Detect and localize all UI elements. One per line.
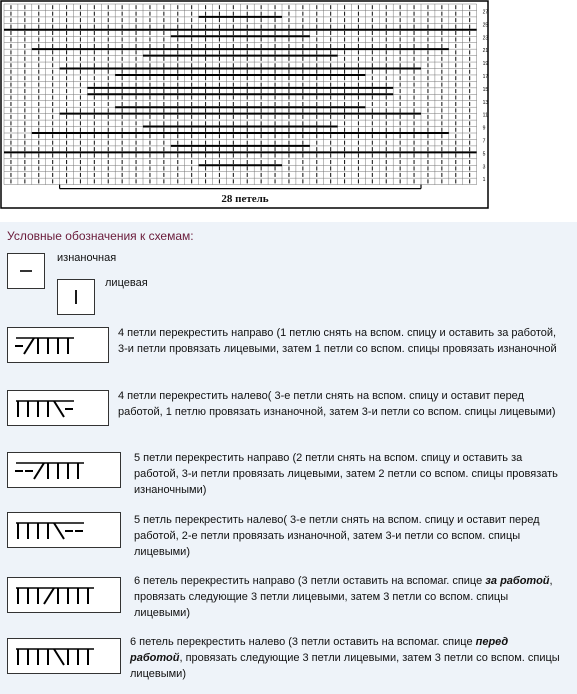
row-number: 1: [482, 177, 486, 184]
chart-grid: [0, 0, 490, 210]
legend-knit-label: лицевая: [105, 277, 148, 289]
legend-cable-6-left: 6 петель перекрестить налево (3 петли оставить на вспомаг. спице перед работой, провязать следующие 3 петли лицевыми, затем 3 петли со вспом. спицы лицевыми): [130, 636, 560, 680]
row-number: 13: [482, 99, 489, 106]
legend-cable-6-right: 6 петель перекрестить направо (3 петли оставить на вспомаг. спице за работой, провязать следующие 3 петли лицевыми, затем 3 петли со вспом. спицы лицевыми): [134, 575, 553, 619]
cable-6-right-symbol: [7, 577, 121, 613]
row-number: 15: [482, 86, 489, 93]
knitting-chart: [0, 0, 490, 210]
row-number: 5: [482, 151, 486, 158]
row-number: 23: [482, 35, 489, 42]
legend-title: Условные обозначения к схемам:: [7, 229, 194, 243]
row-number: 25: [482, 22, 489, 29]
legend-cable-4-left: 4 петли перекрестить налево( 3-е петли снять на вспом. спицу и оставит перед работой, 1 петлю провязать изнаночной, затем 3-и петли со вспом. спицы лицевыми): [118, 390, 556, 418]
row-number: 19: [482, 61, 489, 68]
row-number: 3: [482, 164, 486, 171]
legend-cable-5-left: 5 петль перекрестить налево( 3-е петли снять на вспом. спицу и оставит перед работой, 2-е петли провязать изнаночной, затем 3-и петли со вспом. спицы лицевыми): [134, 514, 540, 558]
row-number: 9: [482, 125, 486, 132]
legend-cable-5-right: 5 петли перекрестить направо (2 петли снять на вспом. спицу и оставить за работой, 3-и петли провязать лицевыми, затем 2 петли со вспом. спицы провязать изнаночными): [134, 452, 558, 496]
row-number: 27: [482, 9, 489, 16]
cable-4-right-symbol: [7, 327, 109, 363]
legend-panel: [0, 222, 577, 694]
legend-purl-label: изнаночная: [57, 252, 117, 264]
cable-5-left-symbol: [7, 512, 121, 548]
cable-4-left-symbol: [7, 390, 109, 426]
knit-symbol: [57, 279, 95, 315]
row-number: 17: [482, 73, 489, 80]
cable-5-right-symbol: [7, 452, 121, 488]
purl-symbol: [7, 253, 45, 289]
row-number: 11: [482, 112, 488, 119]
row-number: 7: [482, 138, 486, 145]
legend-cable-4-right: 4 петли перекрестить направо (1 петлю снять на вспом. спицу и оставить за работой, 3-и петли провязать лицевыми, затем 1 петли со вспом. спицы провязать изнаночной: [118, 327, 557, 355]
cable-6-left-symbol: [7, 638, 121, 674]
chart-caption: 28 петель: [221, 193, 269, 205]
row-number: 21: [482, 48, 489, 55]
